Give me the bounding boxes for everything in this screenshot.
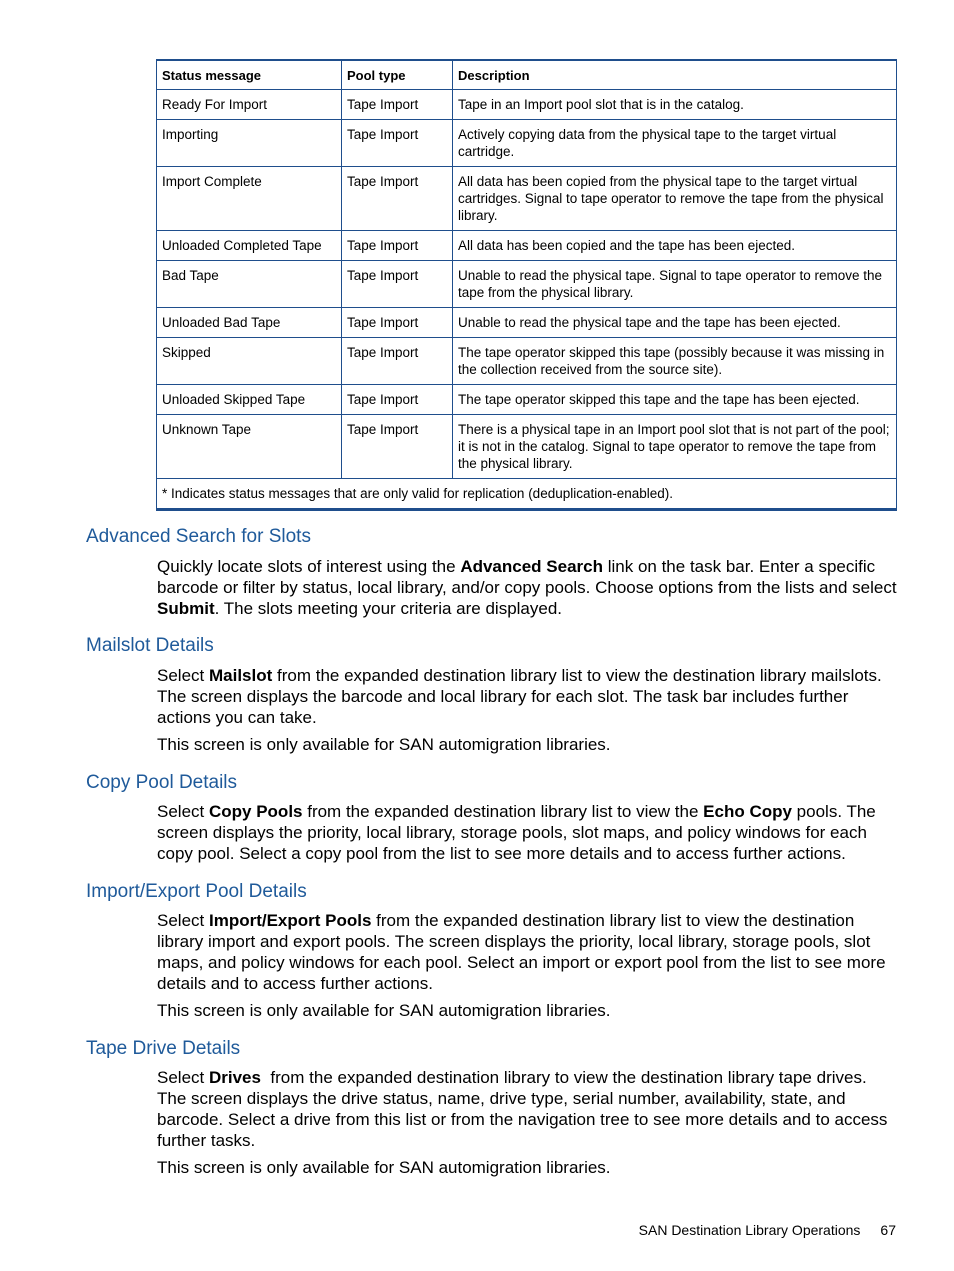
text-run: Select [157, 666, 209, 685]
import-export-availability-note: This screen is only available for SAN automigration libraries. [157, 1001, 611, 1020]
text-run: Select [157, 1068, 209, 1087]
mailslot-availability-note: This screen is only available for SAN automigration libraries. [157, 735, 611, 754]
text-run: from the expanded destination library list to view the destination library import and export pools. The screen displays the priority, local library, storage pools, slot maps, and policy windows for each pool. Select an import or export pool from the list to see more details and to access further actions. [157, 911, 886, 993]
status-message-table [156, 59, 897, 511]
pool-type-cell: Tape Import [342, 90, 453, 120]
page-footer [619, 1222, 896, 1238]
pool-type-cell: Tape Import [342, 308, 453, 338]
advanced-search-term: Advanced Search [460, 557, 603, 576]
copy-pool-paragraph [157, 801, 899, 864]
text-run: from the expanded destination library to view the destination library tape drives. The screen displays the drive status, name, drive type, serial number, availability, state, and barcode. Select a drive from this list or from the navigation tree to see more details and to access further tasks. [157, 1068, 893, 1150]
echo-copy-term: Echo Copy [703, 802, 792, 821]
import-export-heading: Import/Export Pool Details [86, 881, 307, 902]
description-cell: Tape in an Import pool slot that is in the catalog. [453, 90, 897, 120]
description-cell: The tape operator skipped this tape (possibly because it was missing in the collection received from the source site). [453, 338, 897, 385]
copy-pool-heading: Copy Pool Details [86, 772, 238, 793]
pool-type-cell: Tape Import [342, 261, 453, 308]
table-row [157, 308, 897, 338]
mailslot-heading: Mailslot Details [86, 635, 214, 656]
description-cell: There is a physical tape in an Import pool slot that is not part of the pool; it is not in the catalog. Signal to tape operator to remove the tape from the physical library. [453, 415, 897, 479]
pool-type-cell: Tape Import [342, 415, 453, 479]
pool-type-cell: Tape Import [342, 120, 453, 167]
description-cell: Unable to read the physical tape. Signal to tape operator to remove the tape from the physical library. [453, 261, 897, 308]
import-export-pools-term: Import/Export Pools [208, 911, 372, 930]
text-run: from the expanded destination library list to view the [302, 802, 704, 821]
page-number: 67 [880, 1222, 896, 1238]
mailslot-paragraph [157, 665, 899, 728]
text-run: Quickly locate slots of interest using the [157, 557, 461, 576]
tape-drive-availability-note: This screen is only available for SAN automigration libraries. [157, 1158, 611, 1177]
column-header-pool-type: Pool type [342, 60, 453, 90]
status-cell: Bad Tape [157, 261, 342, 308]
status-cell: Unloaded Skipped Tape [157, 385, 342, 415]
copy-pools-term: Copy Pools [208, 802, 303, 821]
pool-type-cell: Tape Import [342, 167, 453, 231]
description-cell: All data has been copied from the physical tape to the target virtual cartridges. Signal to tape operator to remove the tape from the physical library. [453, 167, 897, 231]
footer-title: SAN Destination Library Operations [638, 1222, 861, 1238]
text-run: Select [157, 911, 209, 930]
import-export-paragraph [157, 910, 899, 994]
status-cell: Unknown Tape [157, 415, 342, 479]
text-run: Select [157, 802, 209, 821]
status-cell: Ready For Import [157, 90, 342, 120]
status-cell: Unloaded Bad Tape [157, 308, 342, 338]
tape-drive-paragraph [157, 1067, 899, 1151]
description-cell: Actively copying data from the physical tape to the target virtual cartridge. [453, 120, 897, 167]
table-row [157, 231, 897, 261]
text-run: . The slots meeting your criteria are displayed. [214, 599, 563, 618]
description-cell: All data has been copied and the tape has been ejected. [453, 231, 897, 261]
submit-term: Submit [157, 599, 215, 618]
tape-drive-heading: Tape Drive Details [86, 1038, 241, 1059]
pool-type-cell: Tape Import [342, 385, 453, 415]
table-header-row [157, 60, 897, 90]
table-row [157, 415, 897, 479]
text-run: link on the task bar. Enter a specific barcode or filter by status, local library, and/or copy pools. Choose options from the lists and select [157, 557, 897, 597]
table-footnote-row [157, 479, 897, 510]
table-row [157, 338, 897, 385]
description-cell: Unable to read the physical tape and the tape has been ejected. [453, 308, 897, 338]
advanced-search-heading: Advanced Search for Slots [86, 526, 311, 547]
table-row [157, 261, 897, 308]
text-run: from the expanded destination library list to view the destination library mailslots. The screen displays the barcode and local library for each slot. The task bar includes further actions you can take. [157, 666, 882, 727]
drives-term: Drives [208, 1068, 261, 1087]
mailslot-term: Mailslot [208, 666, 273, 685]
status-cell: Import Complete [157, 167, 342, 231]
table-row [157, 385, 897, 415]
pool-type-cell: Tape Import [342, 338, 453, 385]
status-cell: Skipped [157, 338, 342, 385]
status-cell: Importing [157, 120, 342, 167]
table-row [157, 90, 897, 120]
description-cell: The tape operator skipped this tape and the tape has been ejected. [453, 385, 897, 415]
advanced-search-paragraph [157, 556, 899, 619]
table-footnote: * Indicates status messages that are only valid for replication (deduplication-enabled). [157, 479, 897, 510]
table-row [157, 167, 897, 231]
column-header-status: Status message [157, 60, 342, 90]
pool-type-cell: Tape Import [342, 231, 453, 261]
status-cell: Unloaded Completed Tape [157, 231, 342, 261]
text-run: pools. The screen displays the priority, local library, storage pools, slot maps, and policy windows for each copy pool. Select a copy pool from the list to see more details and to access further actions. [157, 802, 876, 863]
column-header-description: Description [453, 60, 897, 90]
table-row [157, 120, 897, 167]
